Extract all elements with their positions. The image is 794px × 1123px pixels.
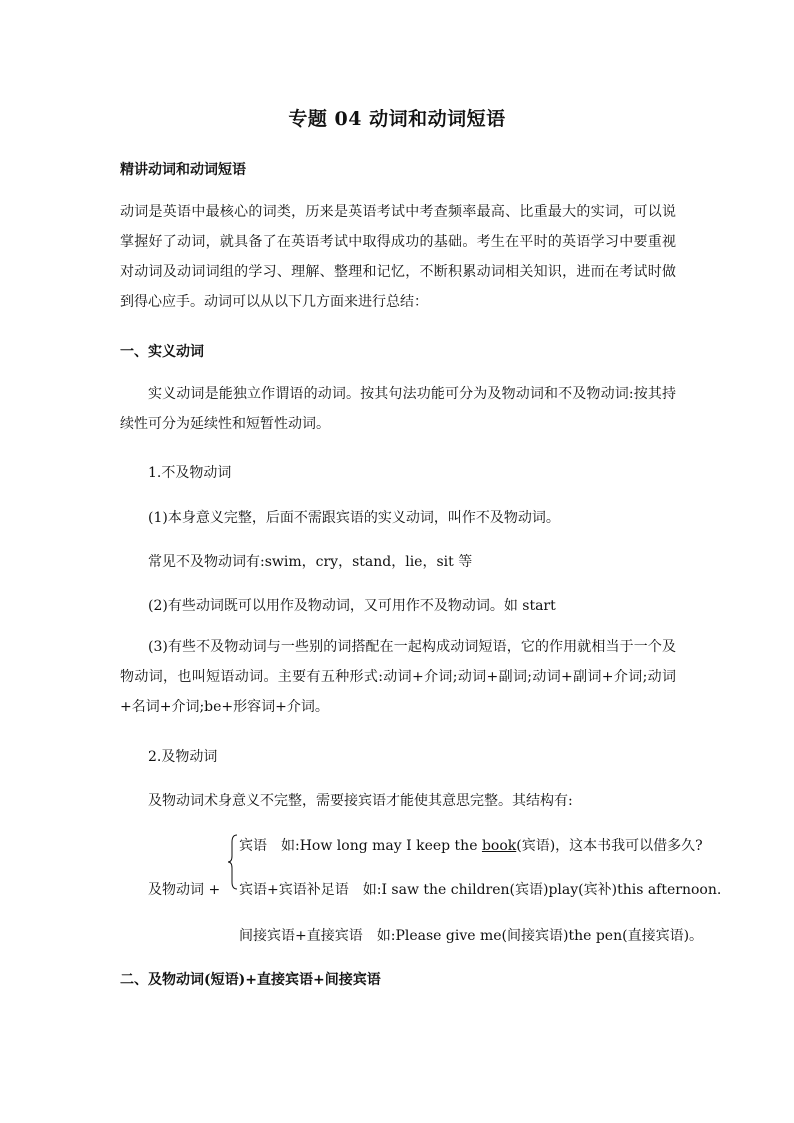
structure-row1-example-tail: (宾语)，这本书我可以借多久? <box>516 838 703 854</box>
item-3: (3)有些不及物动词与一些别的词搭配在一起构成动词短语，它的作用就相当于一个及物动词，也叫短语动词。主要有五种形式:动词+介词;动词+副词;动词+副词+介词;动词+名词+介词;be+形容词+介词。 <box>120 639 676 715</box>
notional-verbs-paragraph: 实义动词是能独立作谓语的动词。按其句法功能可分为及物动词和不及物动词:按其持续性可分为延续性和短暂性动词。 <box>120 386 676 432</box>
structure-row3-label: 间接宾语+直接宾语 <box>239 928 363 944</box>
structure-row-object-complement <box>239 879 721 899</box>
item-2: (2)有些动词既可以用作及物动词，又可用作不及物动词。如 start <box>148 598 556 614</box>
structure-row1-example: 如:How long may I keep the <box>281 838 482 854</box>
section-intro-heading: 精讲动词和动词短语 <box>120 162 246 178</box>
page-title: 专题 04 动词和动词短语 <box>288 108 506 130</box>
structure-row2-label: 宾语+宾语补足语 <box>239 882 349 898</box>
structure-label: 及物动词 + <box>148 882 221 898</box>
structure-row-object <box>239 835 703 855</box>
subheading-intransitive: 1.不及物动词 <box>148 465 232 481</box>
heading-transitive-double-object: 二、及物动词(短语)+直接宾语+间接宾语 <box>120 972 381 988</box>
intro-paragraph: 动词是英语中最核心的词类，历来是英语考试中考查频率最高、比重最大的实词，可以说掌握好了动词，就具备了在英语考试中取得成功的基础。考生在平时的英语学习中要重视对动词及动词词组的学习、理解、整理和记忆，不断积累动词相关知识，进而在考试时做到得心应手。动词可以从以下几方面来进行总结： <box>120 204 676 310</box>
item-1: (1)本身意义完整，后面不需跟宾语的实义动词，叫作不及物动词。 <box>148 510 560 526</box>
common-intransitive-verbs: 常见不及物动词有:swim，cry，stand，lie，sit 等 <box>148 554 473 570</box>
brace-icon <box>228 834 238 890</box>
transitive-description: 及物动词术身意义不完整，需要接宾语才能使其意思完整。其结构有: <box>148 793 573 809</box>
structure-row3-example: 如:Please give me(间接宾语)the pen(直接宾语)。 <box>376 928 704 944</box>
heading-notional-verbs: 一、实义动词 <box>120 344 204 360</box>
structure-row1-underlined: book <box>481 838 517 854</box>
structure-row-double-object <box>239 925 703 945</box>
structure-row1-label: 宾语 <box>239 838 267 854</box>
subheading-transitive: 2.及物动词 <box>148 749 218 765</box>
structure-row2-example: 如:I saw the children(宾语)play(宾补)this afternoon. <box>362 882 722 898</box>
